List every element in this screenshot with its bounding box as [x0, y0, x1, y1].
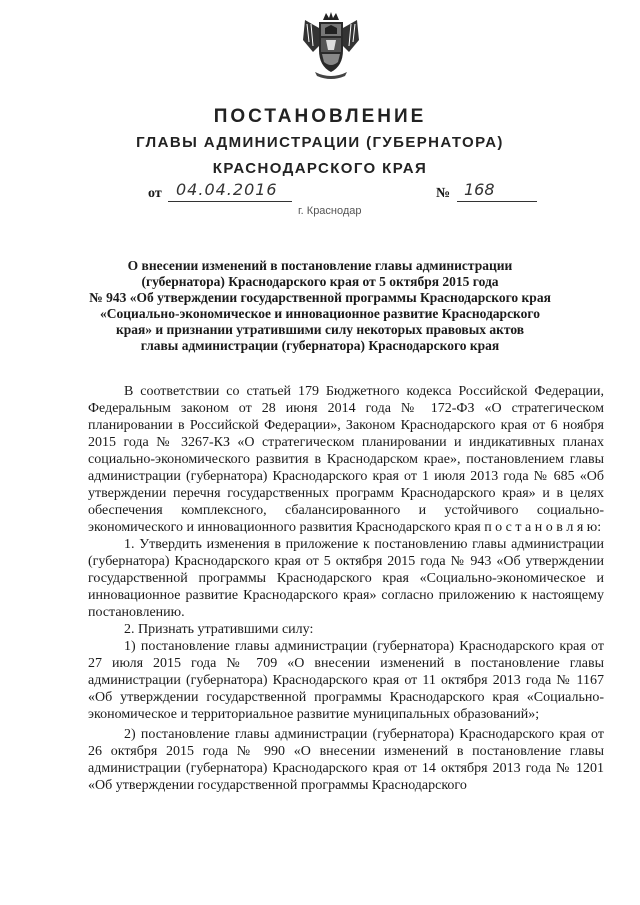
title-line: «Социально-экономическое и инновационное развитие Краснодарского [100, 306, 540, 321]
coat-of-arms-emblem [299, 10, 363, 80]
body-paragraph-subitem-2: 2) постановление главы администрации (губернатора) Краснодарского края от 26 октября 2015 года № 990 «О внесении изменений в постановление главы администрации (губернатора) Краснодарского края от 14 октября 2013 года № 1201 «Об утверждении государственной программы Краснодарского [88, 727, 604, 793]
date-value: 04.04.2016 [176, 180, 278, 199]
title-line: (губернатора) Краснодарского края от 5 октября 2015 года [141, 274, 499, 289]
document-title [80, 258, 560, 354]
issuer-heading: ГЛАВЫ АДМИНИСТРАЦИИ (ГУБЕРНАТОРА) [136, 134, 504, 151]
number-label: № [436, 186, 451, 201]
body-paragraph-preamble: В соответствии со статьей 179 Бюджетного кодекса Российской Федерации, Федеральным законом от 28 июня 2014 года № 172-ФЗ «О стратегическом планировании в Российской Федерации», Законом Краснодарского края от 6 ноября 2015 года № 3267-КЗ «О стратегическом планировании и индикативных планах социально-экономического развития в Краснодарском крае», постановлением главы администрации (губернатора) Краснодарского края от 1 июля 2013 года № 685 «Об утверждении перечня государственных программ Краснодарского края» и в целях обеспечения комплексного, сбалансированного и устойчивого социально-экономического и инновационного развития Краснодарского края п о с т а н о в л я ю: [88, 384, 604, 535]
city-label: г. Краснодар [298, 205, 362, 217]
date-underline [168, 201, 292, 202]
body-paragraph-item-1: 1. Утвердить изменения в приложение к постановлению главы администрации (губернатора) Краснодарского края от 5 октября 2015 года № 943 «Об утверждении государственной программы Краснодарского края «Социально-экономическое и инновационное развитие Краснодарского края» согласно приложению к настоящему постановлению. [88, 537, 604, 620]
title-line: края» и признании утратившими силу некоторых правовых актов [115, 322, 525, 337]
body-paragraph-subitem-1: 1) постановление главы администрации (губернатора) Краснодарского края от 27 июля 2015 года № 709 «О внесении изменений в постановление главы администрации (губернатора) Краснодарского края от 11 октября 2013 года № 1167 «Об утверждении государственной программы Краснодарского края «Социально-экономическое и территориальное развитие муниципальных образований»; [88, 639, 604, 722]
title-line: главы администрации (губернатора) Краснодарского края [140, 338, 500, 353]
date-label: от [148, 186, 162, 201]
body-paragraph-item-2: 2. Признать утратившими силу: [124, 622, 314, 637]
title-line: № 943 «Об утверждении государственной программы Краснодарского края [89, 290, 551, 305]
title-line: О внесении изменений в постановление главы администрации [127, 258, 513, 273]
region-heading: КРАСНОДАРСКОГО КРАЯ [212, 160, 428, 177]
number-underline [457, 201, 537, 202]
document-body [88, 383, 604, 794]
number-value: 168 [464, 180, 495, 199]
document-type-heading: ПОСТАНОВЛЕНИЕ [213, 106, 427, 127]
